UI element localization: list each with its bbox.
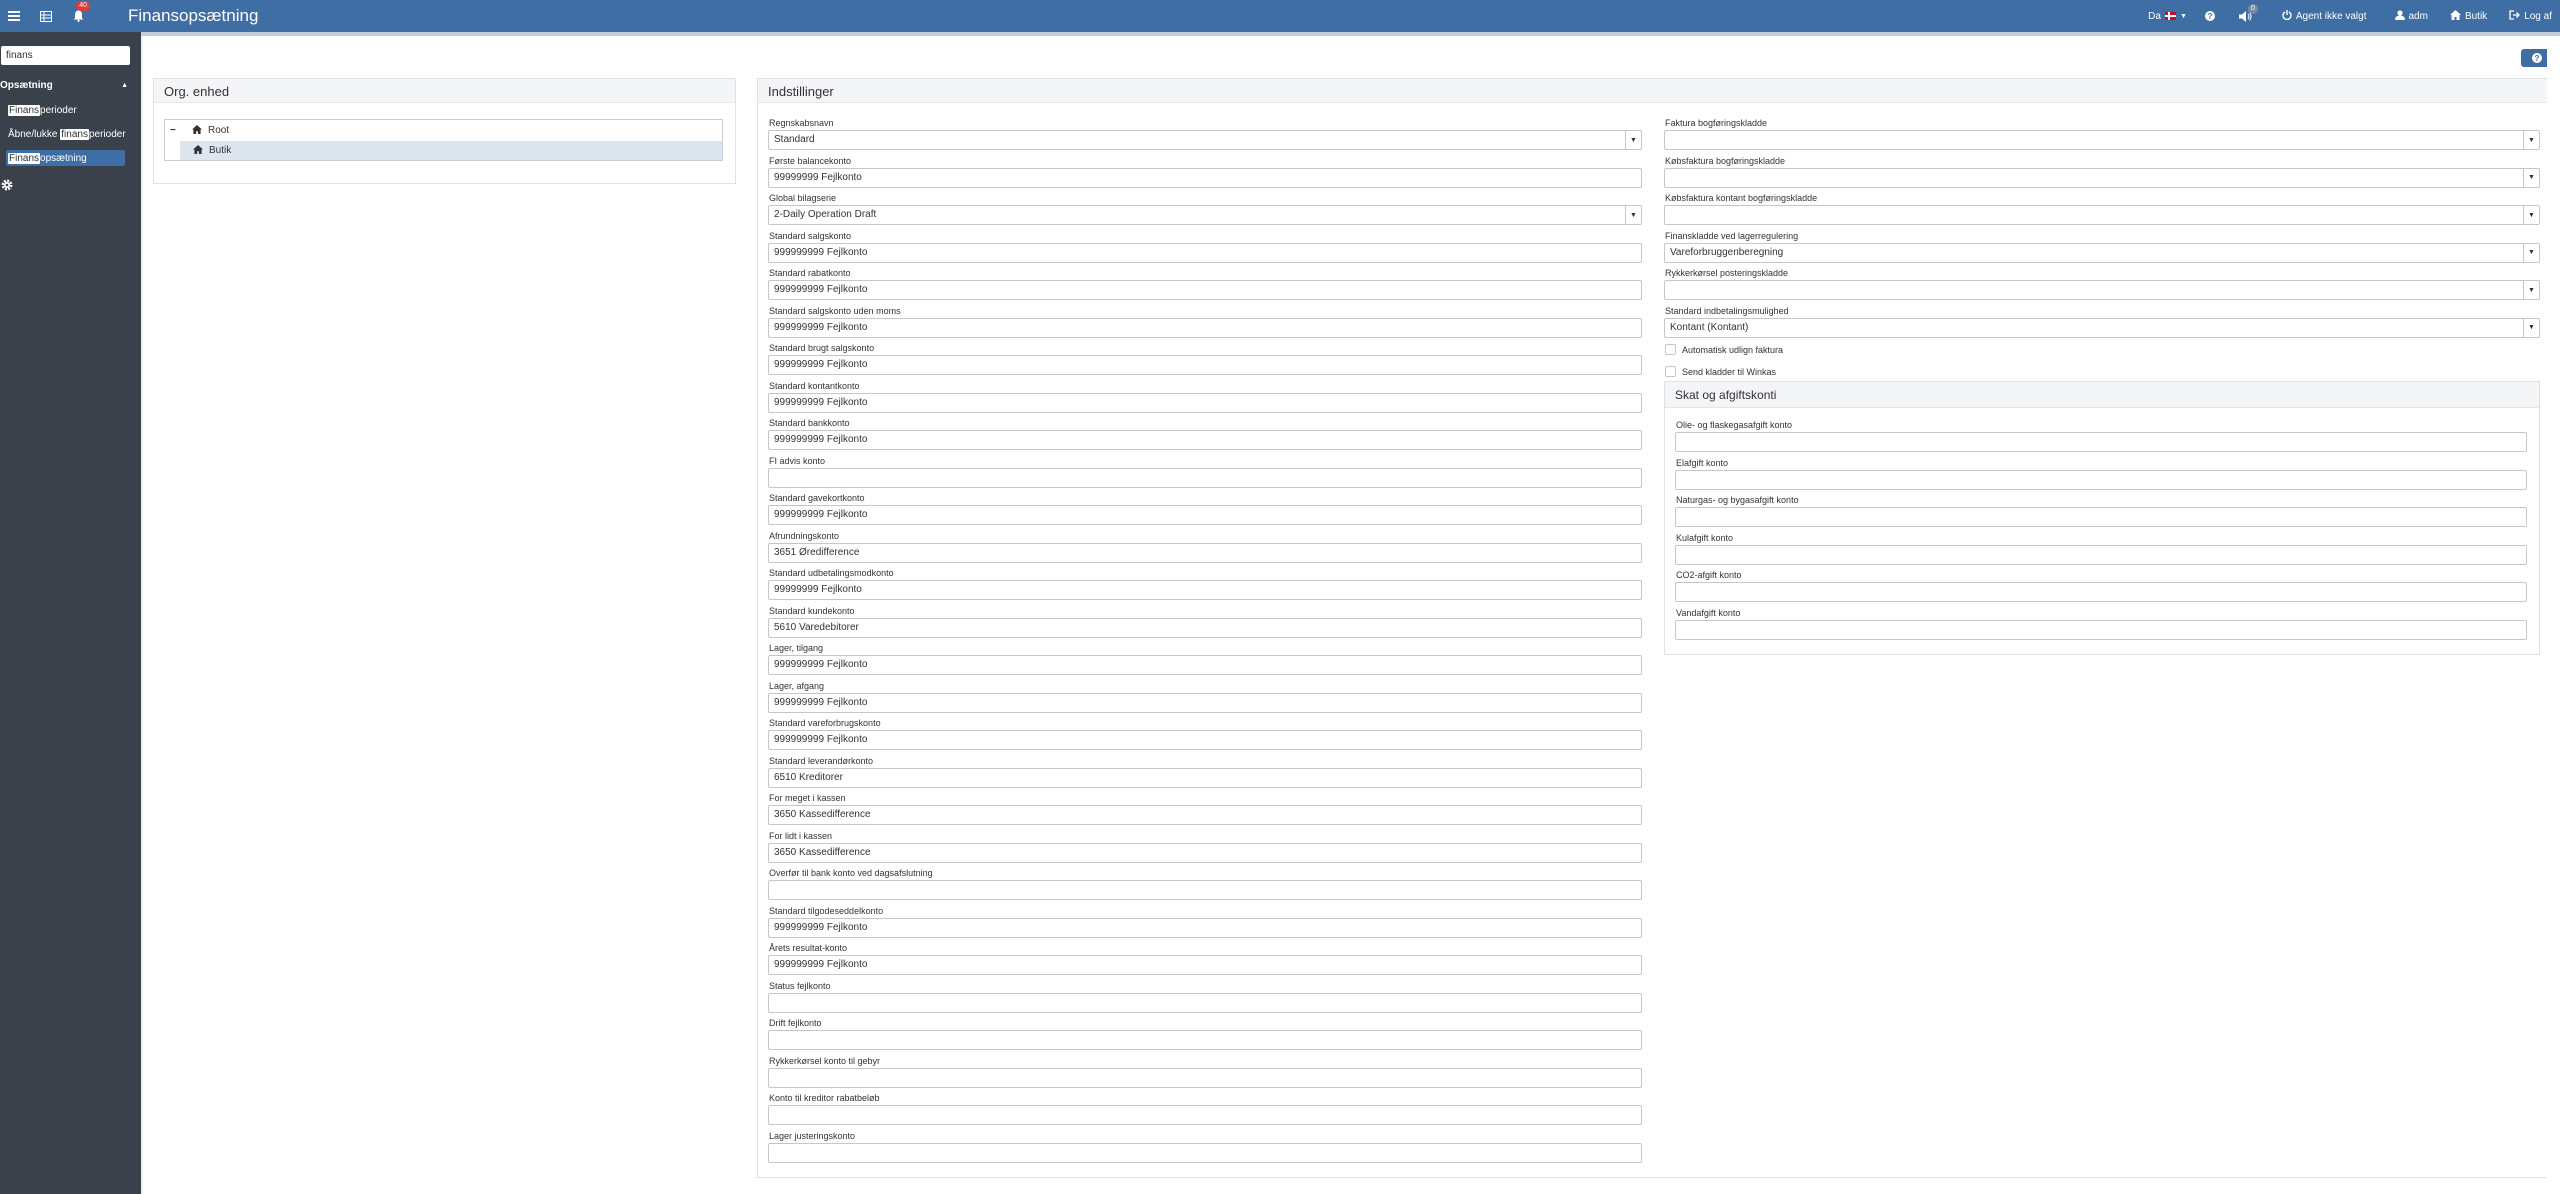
send-kladder-til-winkas-checkbox[interactable] [1665,366,1676,377]
rykkerk-rsel-konto-til-gebyr-input[interactable] [768,1068,1642,1088]
field-label: Standard brugt salgskonto [769,343,875,353]
field-value: 3650 Kassedifference [774,809,871,820]
field-label: FI advis konto [769,455,826,466]
rykkerk-rsel-posteringskladde-select[interactable] [1664,280,2540,300]
sidebar-item-finansperioder[interactable] [6,102,125,118]
tree-node-label: Butik [209,145,232,156]
field-value: 99999999 Fejlkonto [774,584,862,595]
caret-down-icon: ▼ [2523,206,2539,224]
search-highlight: Finans [9,152,40,164]
overf-r-til-bank-konto-ved-dagsafslutning-input[interactable] [768,880,1642,900]
tax-panel-title: Skat og afgiftskonti [1665,382,2539,408]
org-panel [153,78,736,184]
lager-afgang-input[interactable] [768,693,1642,713]
field-label: Købsfaktura bogføringskladde [1665,155,1786,166]
f-rste-balancekonto-input[interactable] [768,168,1642,188]
field-value: 999999999 Fejlkonto [774,959,868,970]
search-highlight: finans [61,128,88,140]
svg-text:?: ? [2207,12,2213,21]
sidebar-item-finansopsaetning[interactable] [6,150,125,166]
scrollbar[interactable] [2547,36,2560,1194]
sidebar [0,32,141,1194]
field-label: Standard bankkonto [769,418,850,428]
field-label: Kulafgift konto [1676,532,1734,543]
field-label: Standard vareforbrugskonto [769,718,881,728]
sidebar-item-label: Åbne/lukke [8,128,61,140]
field-label: Rykkerkørsel konto til gebyr [769,1055,881,1066]
checkbox-label: Automatisk udlign faktura [1682,345,1784,355]
field-label: Naturgas- og bygasafgift konto [1676,495,1799,505]
field-value: 999999999 Fejlkonto [774,921,868,933]
home-icon [192,125,202,137]
field-value: 999999999 Fejlkonto [774,246,868,258]
field-label: CO2-afgift konto [1676,570,1742,580]
checkbox-label: Send kladder til Winkas [1682,367,1777,377]
sidebar-item-label: perioder [40,104,77,116]
field-value: 5610 Varedebitorer [774,621,859,633]
field-label: Overfør til bank konto ved dagsafslutning [769,868,933,878]
agent-label: Agent ikke valgt [2295,10,2367,22]
standard-kundekonto-input[interactable] [768,618,1642,638]
field-label: Rykkerkørsel posteringskladde [1665,268,1789,278]
field-value: 99999999 Fejlkonto [774,171,862,183]
field-label: Drift fejlkonto [769,1018,822,1028]
field-value: 999999999 Fejlkonto [774,359,868,370]
field-label: Standard rabatkonto [769,268,851,278]
field-value: Standard [774,134,815,145]
home-icon [193,145,203,157]
field-label: Standard salgskonto [769,230,852,241]
field-value: 6510 Kreditorer [774,771,843,783]
page-title: Finansopsætning [128,6,259,25]
drift-fejlkonto-input[interactable] [768,1030,1642,1050]
standard-udbetalingsmodkonto-input[interactable] [768,580,1642,600]
agent-selector[interactable] [2282,10,2367,23]
field-label: Lager justeringskonto [769,1130,856,1141]
notification-badge: 40 [76,1,90,11]
speaker-icon[interactable] [2239,4,2255,22]
field-value: 999999999 Fejlkonto [774,284,868,295]
faktura-bogf-ringskladde-select[interactable] [1664,130,2540,150]
shop-menu[interactable] [2450,10,2487,23]
field-label: Standard kundekonto [769,605,855,616]
user-menu[interactable] [2395,10,2428,23]
for-meget-i-kassen-input[interactable] [768,805,1642,825]
collapse-icon[interactable]: − [170,125,176,136]
field-value: 999999999 Fejlkonto [774,696,868,708]
tree-node-label: Root [208,125,230,136]
search-highlight: Finans [9,104,40,116]
k-bsfaktura-bogf-ringskladde-select[interactable] [1664,168,2540,188]
field-value: 999999999 Fejlkonto [774,396,868,408]
sidebar-item-label: opsætning [40,152,87,164]
settings-panel-title: Indstillinger [758,79,2548,103]
caret-down-icon: ▼ [2523,131,2539,149]
standard-tilgodeseddelkonto-input[interactable] [768,918,1642,938]
field-label: Elafgift konto [1676,457,1729,468]
logout-label: Log af [2524,10,2552,22]
field-label: Første balancekonto [769,155,852,166]
caret-down-icon: ▼ [2523,281,2539,299]
field-label: Vandafgift konto [1676,607,1741,618]
field-label: For lidt i kassen [769,830,833,841]
chevron-down-icon: ▼ [2179,12,2187,20]
section-header[interactable] [0,76,131,94]
field-label: Standard udbetalingsmodkonto [769,568,894,578]
org-tree [164,119,723,161]
field-label: Standard leverandørkonto [769,755,874,766]
shop-label: Butik [2464,10,2488,22]
caret-down-icon: ▼ [2523,244,2539,262]
field-value: 999999999 Fejlkonto [774,434,868,445]
field-label: Global bilagserie [769,193,837,203]
field-label: Standard salgskonto uden moms [769,305,901,316]
fi-advis-konto-input[interactable] [768,468,1642,488]
global-bilagserie-select[interactable] [768,205,1642,225]
field-label: Regnskabsnavn [769,118,834,128]
field-value: Kontant (Kontant) [1670,321,1749,333]
finanskladde-ved-lagerregulering-select[interactable] [1664,243,2540,263]
field-label: Købsfaktura kontant bogføringskladde [1665,193,1818,203]
field-label: Standard tilgodeseddelkonto [769,905,884,916]
tree-node-root[interactable] [165,121,722,140]
olie-og-flaskegasafgift-konto-input[interactable] [1675,432,2527,452]
standard-vareforbrugskonto-input[interactable] [768,730,1642,750]
field-label: Lager, tilgang [769,643,824,653]
speaker-badge: 0 [2248,4,2258,14]
home-icon [2450,10,2461,23]
org-panel-title: Org. enhed [154,79,735,103]
field-label: Lager, afgang [769,680,825,691]
konto-til-kreditor-rabatbel-b-input[interactable] [768,1105,1642,1125]
standard-gavekortkonto-input[interactable] [768,505,1642,525]
search-input[interactable] [1,46,130,65]
help-icon[interactable] [2205,11,2215,21]
a-rets-resultat-konto-input[interactable] [768,955,1642,975]
field-label: Konto til kreditor rabatbeløb [769,1093,880,1103]
sidebar-item-aabne-lukke[interactable] [6,126,125,142]
logout-button[interactable] [2509,10,2552,23]
field-label: Afrundningskonto [769,530,840,541]
field-value: 999999999 Fejlkonto [774,659,868,670]
tree-node-butik[interactable] [180,141,722,160]
caret-down-icon: ▼ [1625,131,1641,149]
lager-justeringskonto-input[interactable] [768,1143,1642,1163]
field-label: Finanskladde ved lagerregulering [1665,230,1799,241]
automatisk-udlign-faktura-checkbox[interactable] [1665,344,1676,355]
user-icon [2395,10,2405,23]
svg-text:?: ? [2534,54,2540,63]
standard-indbetalingsmulighed-select[interactable] [1664,318,2540,338]
for-lidt-i-kassen-input[interactable] [768,843,1642,863]
field-value: Vareforbruggenberegning [1670,246,1784,258]
power-icon [2282,10,2292,23]
field-value: 2-Daily Operation Draft [774,209,877,220]
user-label: adm [2408,10,2428,22]
danish-flag-icon [2165,12,2176,20]
field-value: 999999999 Fejlkonto [774,734,868,745]
field-value: 999999999 Fejlkonto [774,509,868,520]
chevron-up-icon: ▲ [121,81,128,89]
status-fejlkonto-input[interactable] [768,993,1642,1013]
vandafgift-konto-input[interactable] [1675,620,2527,640]
field-value: 3650 Kassedifference [774,846,871,858]
naturgas-og-bygasafgift-konto-input[interactable] [1675,507,2527,527]
regnskabsnavn-select[interactable] [768,130,1642,150]
bell-icon[interactable] [66,0,90,32]
standard-leverand-rkonto-input[interactable] [768,768,1642,788]
menu-icon[interactable] [2,0,26,32]
field-value: 3651 Øredifference [774,546,860,558]
field-label: Standard kontantkonto [769,380,860,391]
language-selector[interactable] [2148,11,2187,22]
standard-rabatkonto-input[interactable] [768,280,1642,300]
language-label: Da [2148,10,2161,22]
field-label: Årets resultat-konto [769,943,848,953]
standard-bankkonto-input[interactable] [768,430,1642,450]
field-label: For meget i kassen [769,793,846,803]
standard-salgskonto-uden-moms-input[interactable] [768,318,1642,338]
field-label: Faktura bogføringskladde [1665,118,1768,128]
field-label: Status fejlkonto [769,980,831,991]
caret-down-icon: ▼ [1625,206,1641,224]
gear-icon[interactable] [0,178,14,192]
caret-down-icon: ▼ [2523,169,2539,187]
lager-tilgang-input[interactable] [768,655,1642,675]
sidebar-item-label: perioder [88,128,126,140]
kulafgift-konto-input[interactable] [1675,545,2527,565]
k-bsfaktura-kontant-bogf-ringskladde-select[interactable] [1664,205,2540,225]
elafgift-konto-input[interactable] [1675,470,2527,490]
caret-down-icon: ▼ [2523,319,2539,337]
field-label: Standard gavekortkonto [769,493,865,503]
standard-brugt-salgskonto-input[interactable] [768,355,1642,375]
afrundningskonto-input[interactable] [768,543,1642,563]
field-value: 999999999 Fejlkonto [774,321,868,333]
field-label: Olie- og flaskegasafgift konto [1676,420,1793,430]
table-icon[interactable] [34,0,58,32]
co2-afgift-konto-input[interactable] [1675,582,2527,602]
logout-icon [2509,10,2520,23]
section-label: Opsætning [0,79,53,91]
standard-salgskonto-input[interactable] [768,243,1642,263]
standard-kontantkonto-input[interactable] [768,393,1642,413]
field-label: Standard indbetalingsmulighed [1665,305,1789,316]
top-bar [0,0,2560,32]
